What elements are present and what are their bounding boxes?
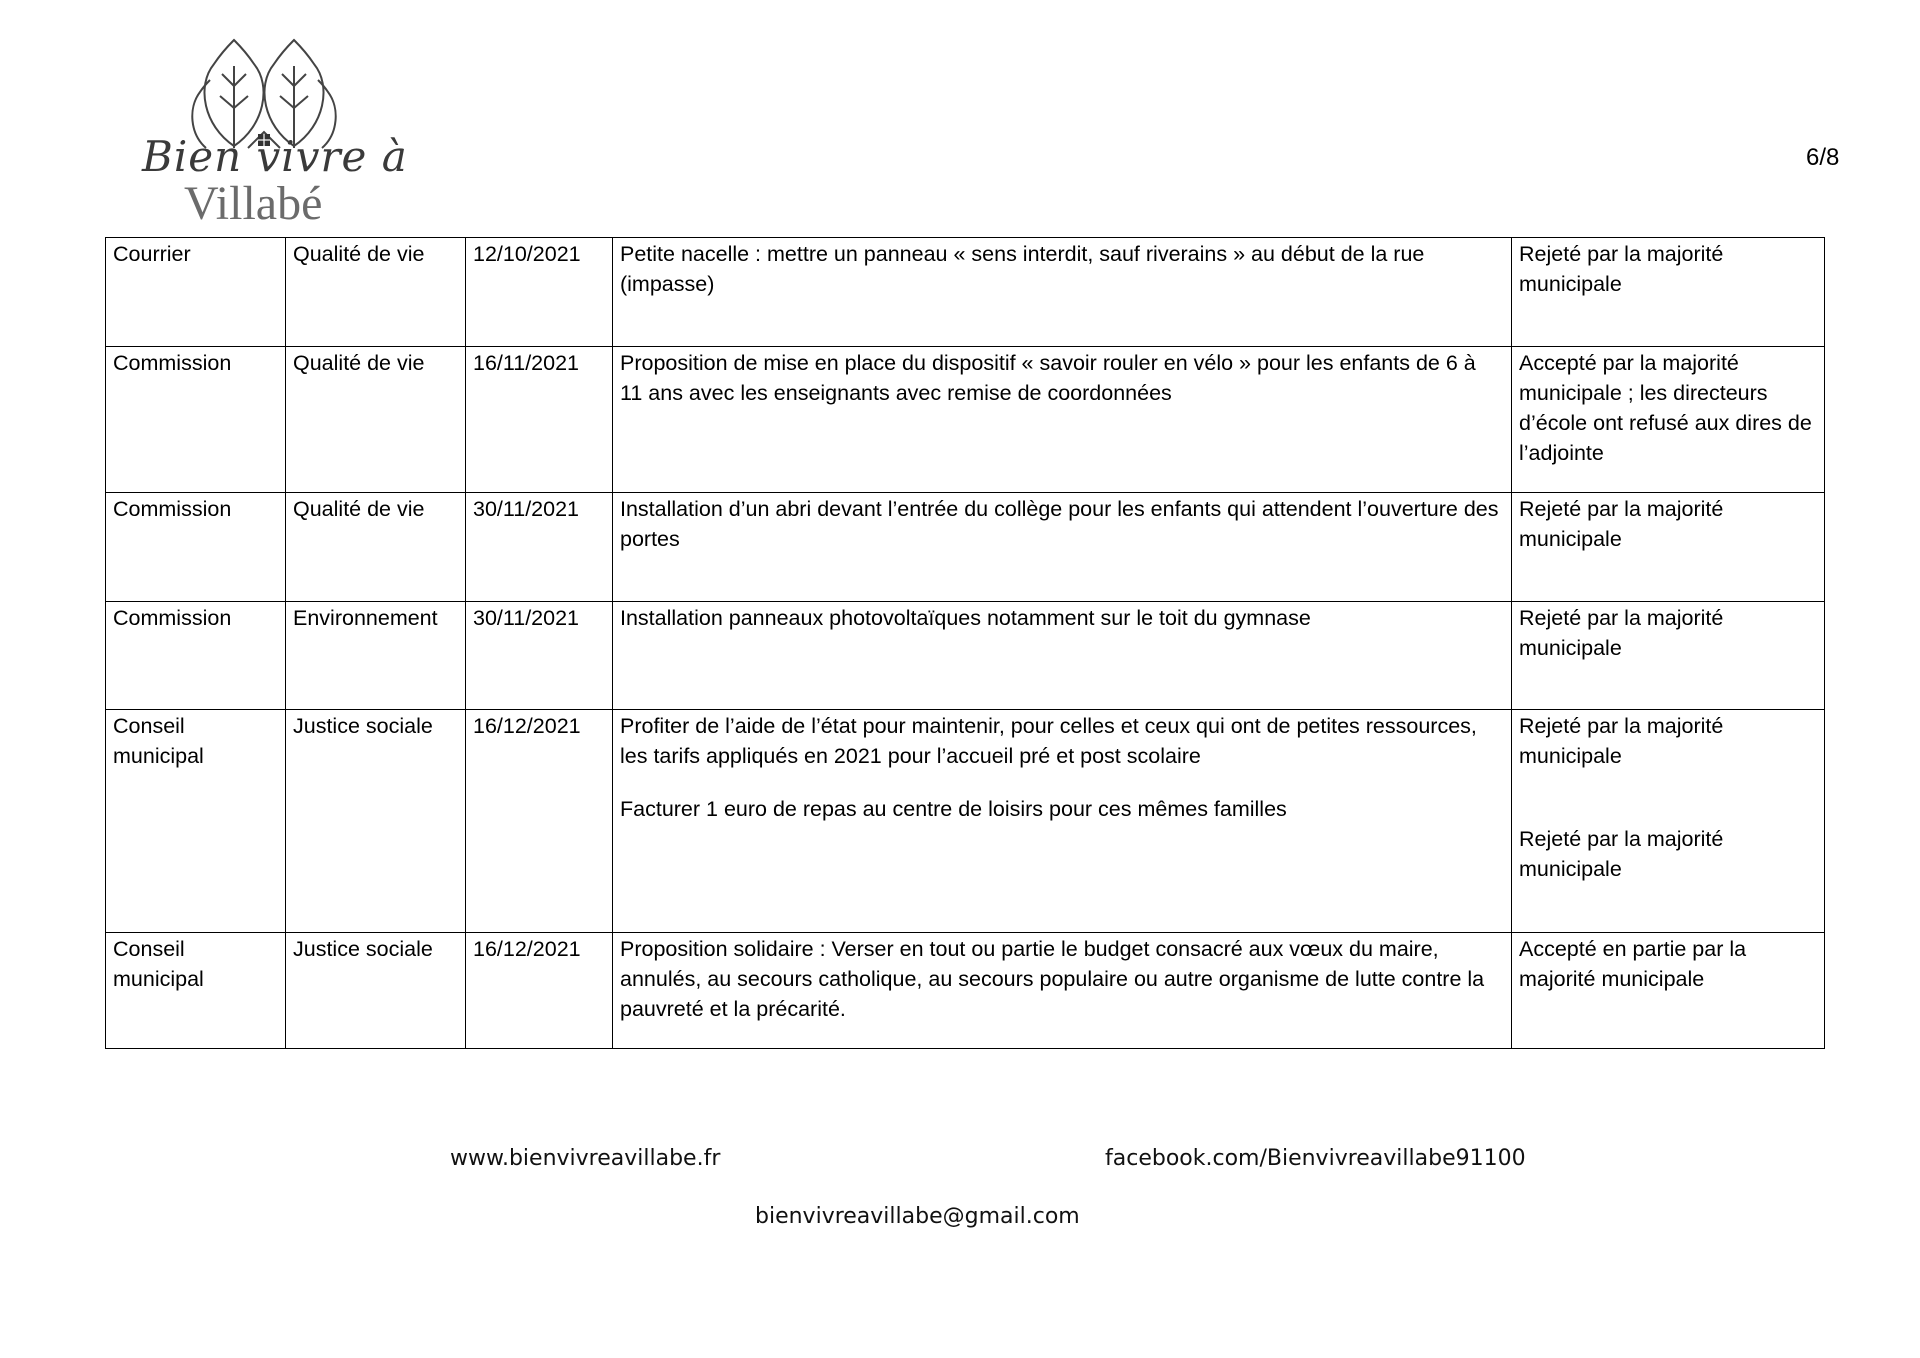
theme-cell: Justice sociale [286, 933, 466, 1049]
date-cell: 12/10/2021 [466, 238, 613, 347]
proposal-cell [613, 238, 1512, 347]
source-cell: Conseil municipal [106, 710, 286, 933]
table-row [106, 710, 1825, 933]
cell-spacer [1519, 771, 1817, 824]
decision-cell [1512, 710, 1825, 933]
decision-cell [1512, 347, 1825, 493]
logo-town-name: Villabé [184, 177, 323, 230]
proposal-cell [613, 710, 1512, 933]
theme-cell: Qualité de vie [286, 238, 466, 347]
proposal-cell [613, 347, 1512, 493]
date-cell: 16/12/2021 [466, 710, 613, 933]
source-cell: Courrier [106, 238, 286, 347]
proposal-text: Petite nacelle : mettre un panneau « sens interdit, sauf riverains » au début de la rue (impasse) [620, 242, 1425, 296]
decision-cell [1512, 493, 1825, 602]
date-cell: 16/12/2021 [466, 933, 613, 1049]
association-logo [136, 36, 408, 231]
proposal-text: Proposition solidaire : Verser en tout ou partie le budget consacré aux vœux du maire, annulés, au secours catholique, au secours populaire ou autre organisme de lutte contre la pauvreté et la précarité. [620, 937, 1485, 1021]
table-row [106, 602, 1825, 710]
theme-cell: Environnement [286, 602, 466, 710]
source-cell: Conseil municipal [106, 933, 286, 1049]
proposal-text: Installation panneaux photovoltaïques notamment sur le toit du gymnase [620, 606, 1311, 630]
proposal-cell [613, 602, 1512, 710]
table-row [106, 238, 1825, 347]
decision-text: Accepté par la majorité municipale ; les directeurs d’école ont refusé aux dires de l’adjointe [1519, 351, 1812, 465]
proposals-table [105, 237, 1825, 1049]
decision-text: Accepté en partie par la majorité municipale [1519, 937, 1747, 991]
date-cell: 30/11/2021 [466, 602, 613, 710]
theme-cell: Qualité de vie [286, 493, 466, 602]
decision-text: Rejeté par la majorité municipale [1519, 606, 1724, 660]
footer-facebook: facebook.com/Bienvivreavillabe91100 [1105, 1146, 1526, 1171]
footer-website: www.bienvivreavillabe.fr [450, 1146, 721, 1171]
proposal-text: Installation d’un abri devant l’entrée du collège pour les enfants qui attendent l’ouverture des portes [620, 497, 1499, 551]
decision-text: Rejeté par la majorité municipale [1519, 242, 1724, 296]
decision-cell [1512, 933, 1825, 1049]
source-cell: Commission [106, 602, 286, 710]
date-cell: 30/11/2021 [466, 493, 613, 602]
decision-cell [1512, 602, 1825, 710]
decision-cell [1512, 238, 1825, 347]
theme-cell: Qualité de vie [286, 347, 466, 493]
decision-text: Rejeté par la majorité municipale [1519, 497, 1724, 551]
proposal-text: Proposition de mise en place du dispositif « savoir rouler en vélo » pour les enfants de 6 à 11 ans avec les enseignants avec remise de coordonnées [620, 351, 1476, 405]
source-cell: Commission [106, 493, 286, 602]
table-row [106, 347, 1825, 493]
source-cell: Commission [106, 347, 286, 493]
theme-cell: Justice sociale [286, 710, 466, 933]
proposal-cell [613, 493, 1512, 602]
decision-text: Rejeté par la majorité municipale [1519, 714, 1724, 768]
page-number: 6/8 [1806, 144, 1840, 171]
date-cell: 16/11/2021 [466, 347, 613, 493]
decision-text: Rejeté par la majorité municipale [1519, 827, 1724, 881]
table-row [106, 933, 1825, 1049]
table-row [106, 493, 1825, 602]
logo-script-text: Bien vivre à [142, 132, 408, 181]
proposal-text: Facturer 1 euro de repas au centre de loisirs pour ces mêmes familles [620, 797, 1287, 821]
proposal-cell [613, 933, 1512, 1049]
footer-email: bienvivreavillabe@gmail.com [755, 1204, 1080, 1229]
proposal-text: Profiter de l’aide de l’état pour maintenir, pour celles et ceux qui ont de petites ressources, les tarifs appliqués en 2021 pour l’accueil pré et post scolaire [620, 714, 1477, 768]
